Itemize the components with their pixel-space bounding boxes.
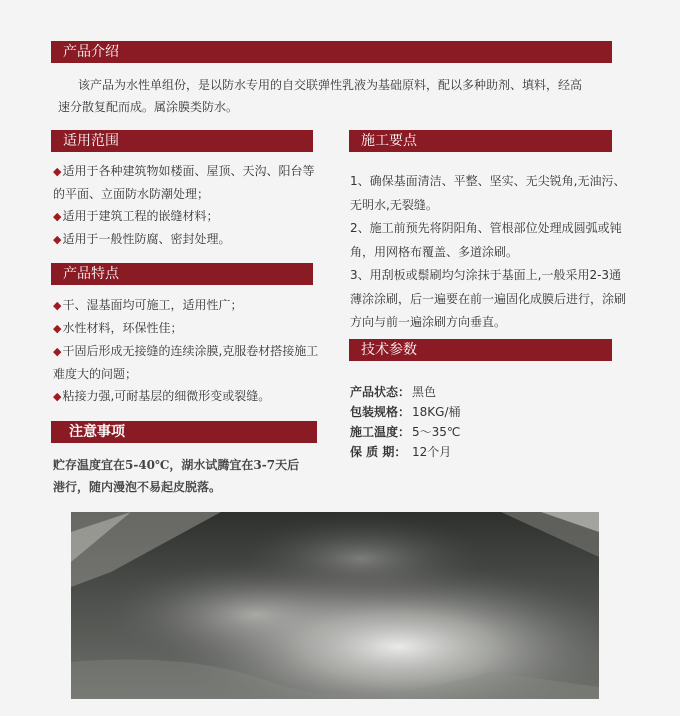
intro-text-cont <box>58 96 598 118</box>
coated-surface-photo <box>71 512 599 699</box>
spec-row <box>350 442 460 462</box>
list-item: ◆干、湿基面均可施工，适用性广； <box>53 298 243 312</box>
features-title: 产品特点 <box>63 266 119 282</box>
coated-surface-image <box>71 512 599 699</box>
diamond-bullet-icon: ◆ <box>53 299 62 312</box>
section-header-tech <box>349 339 612 361</box>
list-item: ◆干固后形成无接缝的连续涂膜,克服卷材搭接施工 <box>53 344 319 358</box>
notes-line-1: 贮存温度宜在5-40℃，湖水试腾宜在3-7天后 <box>53 458 300 472</box>
construction-list <box>350 170 635 335</box>
intro-line-1: 该产品为水性单组份，是以防水专用的自交联弹性乳液为基础原料，配以多种助剂、填料，经高 <box>78 78 583 92</box>
list-item: ◆粘接力强,可耐基层的细微形变或裂缝。 <box>53 389 271 403</box>
list-item: ◆适用于一般性防腐、密封处理。 <box>53 232 231 246</box>
intro-title: 产品介绍 <box>63 44 119 60</box>
spec-row <box>350 402 460 422</box>
list-item: 无明水,无裂缝。 <box>350 197 438 212</box>
list-item: 方向与前一遍涂刷方向垂直。 <box>350 315 507 329</box>
section-header-intro <box>51 41 612 63</box>
spec-value: 5～35℃ <box>412 425 461 439</box>
list-item: 难度大的问题； <box>53 367 138 381</box>
list-item: 1、确保基面清洁、平整、坚实、无尖锐角,无油污、 <box>350 174 626 188</box>
list-item: 2、施工前预先将阴阳角、管根部位处理成圆弧或钝 <box>350 221 622 235</box>
spec-value: 黑色 <box>412 385 437 399</box>
diamond-bullet-icon: ◆ <box>53 322 62 335</box>
tech-specs <box>350 382 460 462</box>
list-item: 薄涂涂刷，后一遍要在前一遍固化成膜后进行，涂刷 <box>350 291 627 306</box>
tech-title: 技术参数 <box>361 342 417 358</box>
list-item: 的平面、立面防水防潮处理； <box>53 187 210 201</box>
spec-row <box>350 382 460 402</box>
spec-label: 产品状态： <box>350 385 411 399</box>
notes-title: 注意事项 <box>69 424 125 440</box>
section-header-scope <box>51 130 313 152</box>
spec-row <box>350 422 460 442</box>
section-header-features <box>51 263 313 285</box>
section-header-construction <box>349 130 612 152</box>
diamond-bullet-icon: ◆ <box>53 165 62 178</box>
list-item: ◆适用于各种建筑物如楼面、屋顶、天沟、阳台等 <box>53 164 315 178</box>
spec-label: 保 质 期： <box>350 445 407 459</box>
intro-text <box>78 74 608 96</box>
scope-list <box>53 160 323 251</box>
list-item: ◆适用于建筑工程的嵌缝材料； <box>53 209 219 223</box>
diamond-bullet-icon: ◆ <box>53 233 62 246</box>
spec-label: 施工温度： <box>350 425 411 439</box>
features-list <box>53 294 328 408</box>
list-item: ◆水性材料，环保性佳； <box>53 321 183 335</box>
list-item: 角，用网格布覆盖、多道涂刷。 <box>350 244 519 259</box>
notes-text <box>53 454 328 498</box>
list-item: 3、用刮板或鬃刷均匀涂抹于基面上,一般采用2-3通 <box>350 268 622 282</box>
scope-title: 适用范围 <box>63 133 119 149</box>
diamond-bullet-icon: ◆ <box>53 210 62 223</box>
diamond-bullet-icon: ◆ <box>53 345 62 358</box>
intro-line-2: 速分散复配而成。属涂膜类防水。 <box>58 100 239 114</box>
construction-title: 施工要点 <box>361 133 417 149</box>
spec-label: 包装规格： <box>350 405 411 419</box>
spec-value: 18KG/桶 <box>412 405 461 419</box>
spec-value: 12个月 <box>412 445 452 459</box>
diamond-bullet-icon: ◆ <box>53 390 62 403</box>
section-header-notes <box>51 421 317 443</box>
notes-line-2: 港行，随内漫泡不易起皮脱落。 <box>53 480 222 494</box>
